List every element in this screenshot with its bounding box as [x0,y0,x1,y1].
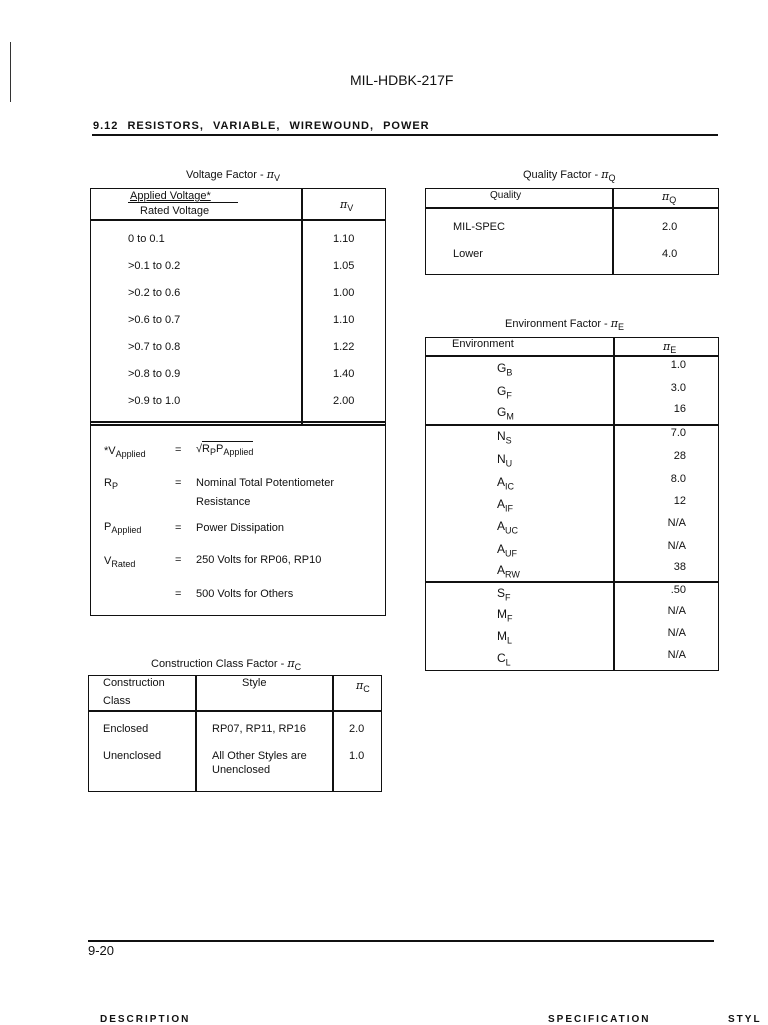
environment-code: $N_S$ [497,429,512,446]
note-pa-def: Power Dissipation [196,522,285,534]
quality-factor-caption: Quality Factor - $\pi_Q$ [523,168,616,184]
binding-mark [10,42,11,102]
footer-rule [88,940,714,942]
environment-value: .50 [670,584,686,596]
construction-row-enclosed: Enclosed [103,723,149,735]
voltage-range: >0.7 to 0.8 [128,341,181,353]
voltage-value: 1.40 [333,368,355,380]
environment-value: 1.0 [670,359,686,371]
environment-code: $A_{UC}$ [497,519,519,536]
note-v-applied-label: $*V_{Applied}$ [104,445,146,460]
environment-code: $A_{UF}$ [497,542,518,559]
cut-off-header-description: DESCRIPTION [100,1014,191,1025]
quality-value-lower: 4.0 [662,248,678,260]
environment-code: $M_L$ [497,629,513,646]
construction-col-divider-1 [195,675,197,792]
section-rule [92,134,718,136]
environment-factor-caption: Environment Factor - $\pi_E$ [505,317,625,333]
note-rp-label: $R_P$ [104,477,118,492]
voltage-value: 1.00 [333,287,355,299]
section-title: 9.12 RESISTORS, VARIABLE, WIREWOUND, POWER [93,120,430,132]
note-vr-def-1: 250 Volts for RP06, RP10 [196,554,322,566]
voltage-col2-header: $\pi_V$ [340,198,354,214]
note-rp-def-1: Nominal Total Potentiometer [196,477,334,489]
environment-value: 3.0 [670,382,686,394]
note-sqrt-formula: $√R_PP_{Applied}$ [196,443,254,458]
cut-off-header-style: STYL [728,1014,762,1025]
construction-factor-caption: Construction Class Factor - $\pi_C$ [151,657,302,673]
note-pa-label: $P_{Applied}$ [104,521,142,536]
environment-code: $C_L$ [497,651,511,668]
voltage-factor-caption: Voltage Factor - $\pi_V$ [186,168,280,184]
voltage-value: 1.05 [333,260,355,272]
voltage-header-rule [90,219,386,221]
voltage-col-divider [301,188,303,424]
voltage-value: 1.22 [333,341,355,353]
environment-value: 28 [673,450,686,462]
voltage-range: >0.2 to 0.6 [128,287,181,299]
voltage-range: >0.6 to 0.7 [128,314,181,326]
environment-code: $M_F$ [497,607,513,624]
page-number: 9-20 [88,943,115,958]
construction-style-enclosed: RP07, RP11, RP16 [212,723,306,735]
quality-row-lower: Lower [453,248,483,260]
environment-header-rule [425,355,719,357]
cut-off-header-specification: SPECIFICATION [548,1014,651,1025]
note-eq-3: = [175,522,182,534]
construction-col1-header-a: Construction [103,677,165,689]
construction-col3-header: $\pi_C$ [356,679,370,695]
note-eq-1: = [175,444,182,456]
environment-group-rule-2 [425,581,719,583]
environment-code: $A_{RW}$ [497,563,520,580]
environment-value: 16 [673,403,686,415]
voltage-value: 1.10 [333,314,355,326]
voltage-range: 0 to 0.1 [128,233,165,245]
note-vr-label: $V_{Rated}$ [104,555,136,570]
quality-header-rule [425,207,719,209]
voltage-value: 2.00 [333,395,355,407]
note-eq-5: = [175,588,182,600]
environment-value: 38 [673,561,686,573]
construction-style-unenclosed-2: Unenclosed [212,764,271,776]
voltage-range: >0.8 to 0.9 [128,368,181,380]
construction-style-unenclosed-1: All Other Styles are [212,750,307,762]
environment-code: $N_U$ [497,452,513,469]
environment-code: $G_M$ [497,405,514,422]
environment-value: 8.0 [670,473,686,485]
quality-row-milspec: MIL-SPEC [453,221,505,233]
environment-value: N/A [667,649,686,661]
environment-value: N/A [667,627,686,639]
quality-col2-header: $\pi_Q$ [662,190,677,206]
voltage-notes-rule-2 [90,424,386,426]
note-eq-2: = [175,477,182,489]
environment-value: N/A [667,517,686,529]
environment-value: 12 [673,495,686,507]
environment-group-rule-1 [425,424,719,426]
construction-row-unenclosed: Unenclosed [103,750,162,762]
environment-code: $A_{IF}$ [497,497,514,514]
voltage-notes-rule-1 [90,421,386,423]
quality-value-milspec: 2.0 [662,221,678,233]
construction-col-divider-2 [332,675,334,792]
environment-value: N/A [667,605,686,617]
note-rp-def-2: Resistance [196,496,251,508]
construction-col1-header-b: Class [103,695,131,707]
environment-value: 7.0 [670,427,686,439]
construction-header-rule [88,710,382,712]
environment-code: $G_B$ [497,361,513,378]
construction-value-enclosed: 2.0 [349,723,365,735]
voltage-value: 1.10 [333,233,355,245]
environment-col-divider [613,337,615,671]
construction-value-unenclosed: 1.0 [349,750,365,762]
construction-col2-header: Style [242,677,267,689]
environment-code: $S_F$ [497,586,511,603]
voltage-range: >0.1 to 0.2 [128,260,181,272]
voltage-col1-numerator: Applied Voltage* [130,190,211,202]
environment-col2-header: $\pi_E$ [663,340,677,356]
voltage-col1-denominator: Rated Voltage [140,205,210,217]
quality-col-divider [612,188,614,275]
environment-col1-header: Environment [452,338,514,350]
note-vr-def-2: 500 Volts for Others [196,588,294,600]
fraction-bar [128,202,238,203]
environment-code: $G_F$ [497,384,512,401]
voltage-range: >0.9 to 1.0 [128,395,181,407]
quality-col1-header: Quality [490,190,522,201]
document-id: MIL-HDBK-217F [350,72,454,88]
environment-code: $A_{IC}$ [497,475,515,492]
note-eq-4: = [175,554,182,566]
environment-value: N/A [667,540,686,552]
